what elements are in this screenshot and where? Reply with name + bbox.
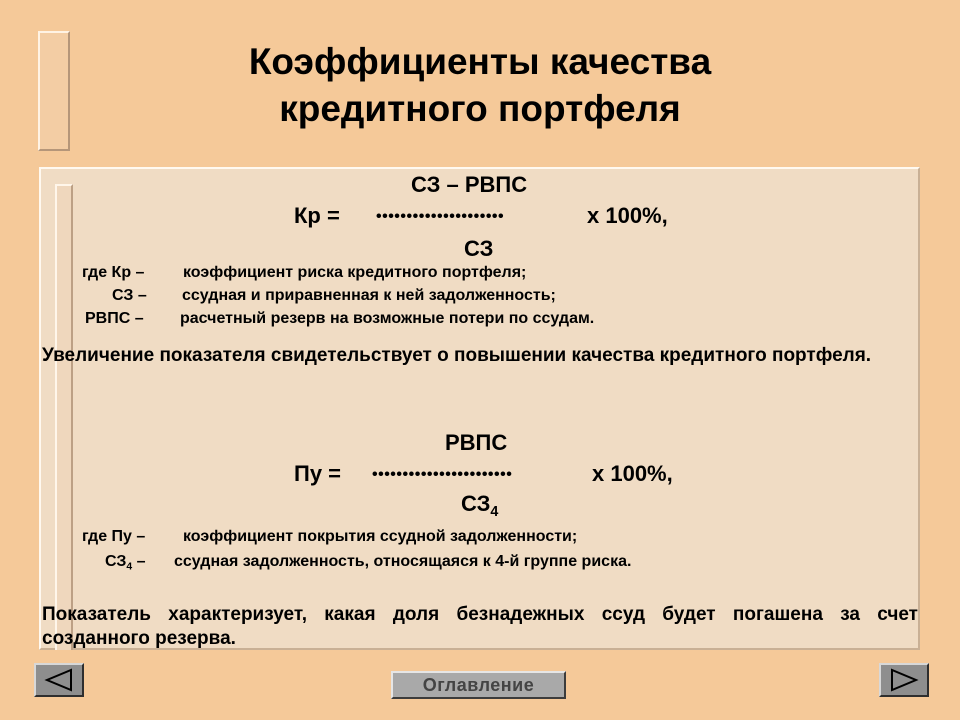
decorative-bar-inner [55,184,73,650]
next-slide-button[interactable] [879,663,929,697]
formula2-numerator: РВПС [445,430,508,455]
formula1-legend-term-3: РВПС – [85,310,144,327]
formula1-legend-desc-3: расчетный резерв на возможные потери по ссудам. [180,310,595,327]
formula2-note: Показатель характеризует, какая доля безнадежных ссуд будет погашена за счет созданного резерва. [42,604,918,649]
formula1-legend-desc-1: коэффициент риска кредитного портфеля; [183,264,527,281]
formula1-numerator: СЗ – РВПС [411,172,528,197]
formula2-denominator [461,491,499,520]
triangle-left-icon [43,668,75,692]
decorative-bar-top [38,31,70,151]
prev-slide-button[interactable] [34,663,84,697]
formula2-legend-term-1: где Пу – [82,528,146,545]
title-line-2: кредитного портфеля [279,88,681,129]
formula2-legend-term-2-base: СЗ [105,553,127,570]
formula2-legend-term-2 [105,553,146,571]
formula1-note: Увеличение показателя свидетельствует о повышении качества кредитного портфеля. [42,345,872,366]
formula2-lhs: Пу = [294,461,342,486]
formula2-denominator-base: СЗ [461,491,491,516]
formula1-lhs: Кр = [294,203,340,228]
formula2-denominator-subscript: 4 [490,504,499,520]
formula2-legend-term-2-subscript: 4 [126,561,133,573]
formula1-legend-term-1: где Кр – [82,264,145,281]
title-line-1: Коэффициенты качества [248,41,712,82]
formula1-legend-term-2: СЗ – [112,287,147,304]
slide-title [120,38,840,132]
formula1-denominator: СЗ [464,236,494,261]
formula2-rhs: х 100%, [592,461,673,486]
triangle-right-icon [888,668,920,692]
formula1-rhs: х 100%, [587,203,668,228]
table-of-contents-button[interactable]: Оглавление [391,671,566,699]
formula2-legend-desc-1: коэффициент покрытия ссудной задолженности; [183,528,578,545]
formula2-legend-term-2-dash: – [132,553,146,570]
formula1-fraction-dots: ••••••••••••••••••••• [376,208,505,225]
formula2-legend-desc-2: ссудная задолженность, относящаяся к 4-й группе риска. [174,553,632,570]
formula2-fraction-dots: ••••••••••••••••••••••• [372,466,513,483]
formula1-legend-desc-2: ссудная и приравненная к ней задолженность; [182,287,556,304]
